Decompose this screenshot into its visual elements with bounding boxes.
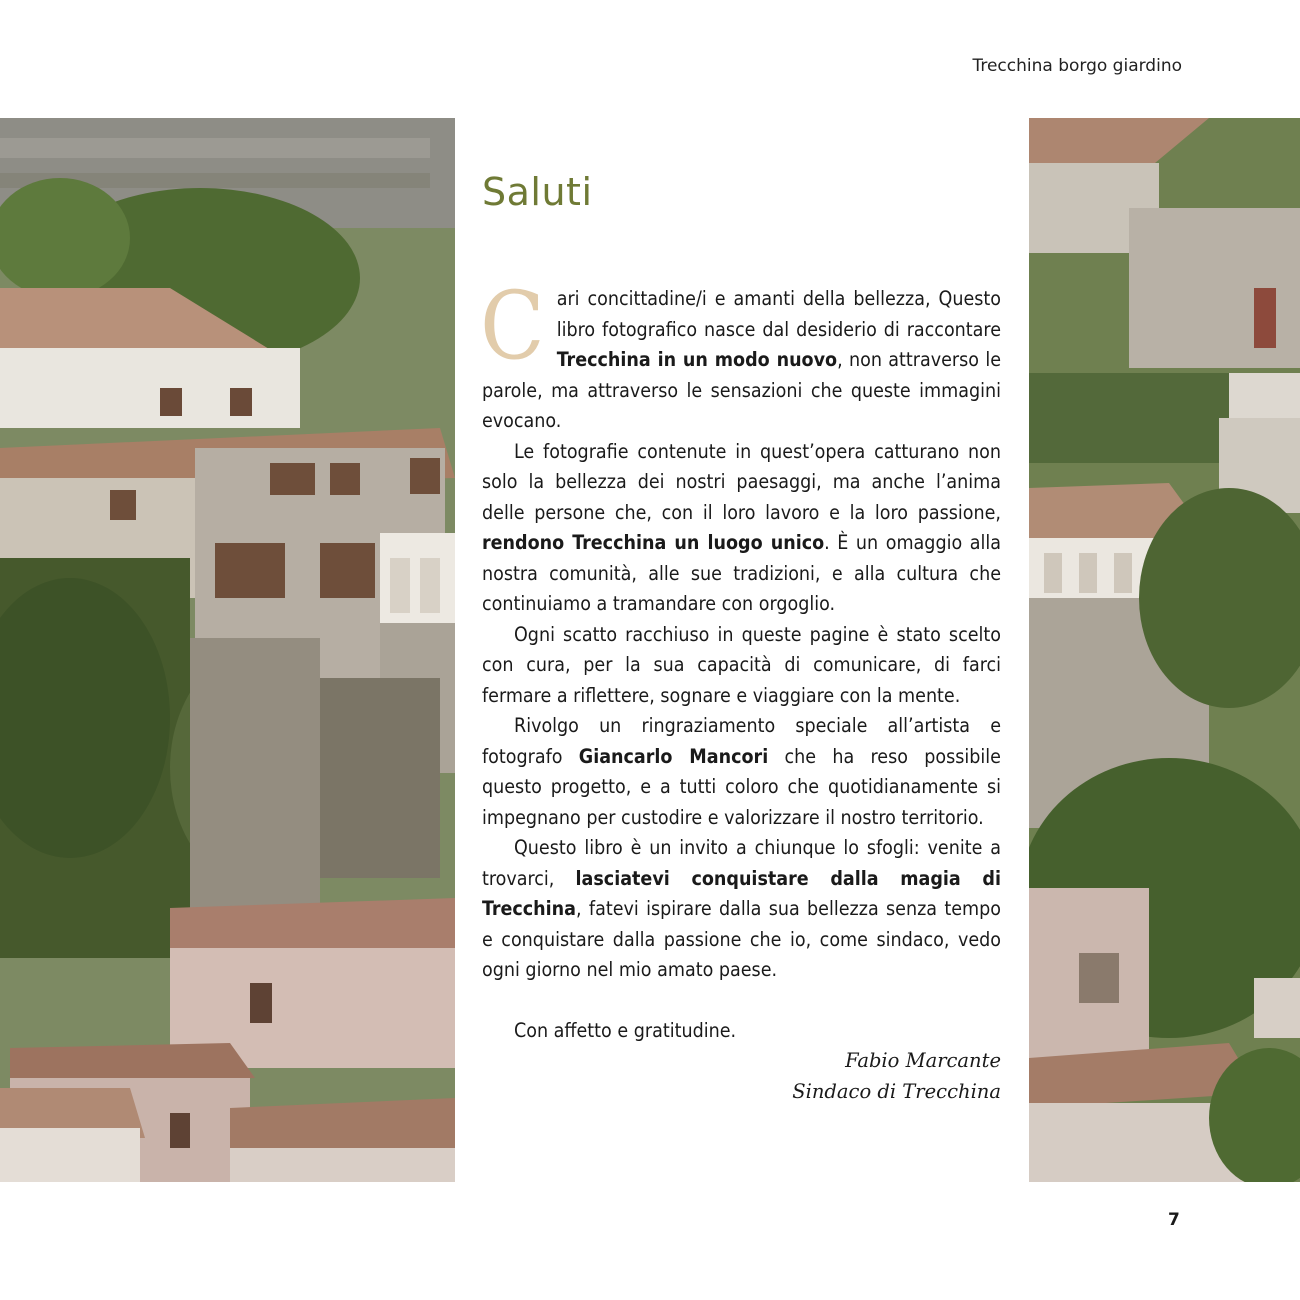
closing-line: Con affetto e gratitudine. — [514, 1018, 737, 1042]
signature-role: Sindaco di Trecchina — [792, 1079, 1001, 1103]
village-photo-left — [0, 118, 455, 1182]
running-header: Trecchina borgo giardino — [972, 56, 1182, 76]
signature-name: Fabio Marcante — [845, 1049, 1001, 1072]
greeting-text-column — [482, 170, 1001, 1107]
paragraph-5: Questo libro è un invito a chiunque lo sfogli: venite a trovarci, lasciatevi conquistare dalla magia di Trecchina, fatevi ispirare dalla sua bellezza senza tempo e conquistare dalla passione che io, come sindaco, vedo ogni giorno nel mio amato paese. — [482, 836, 1001, 981]
paragraph-4: Rivolgo un ringraziamento speciale all’artista e fotografo Giancarlo Mancori che ha reso possibile questo progetto, e a tutti coloro che quotidianamente si impegnano per custodire e valorizzare il nostro territorio. — [482, 714, 1001, 829]
paragraph-1: Cari concittadine/i e amanti della bellezza, Questo libro fotografico nasce dal desiderio di raccontare Trecchina in un modo nuovo, non attraverso le parole, ma attraverso le sensazioni che queste immagini evocano. — [480, 272, 1001, 432]
page-title: Saluti — [482, 170, 593, 214]
letter-body — [480, 272, 1001, 1046]
signature — [482, 1046, 1001, 1107]
drop-cap: C — [480, 272, 545, 381]
village-photo-right — [1029, 118, 1300, 1182]
paragraph-3: Ogni scatto racchiuso in queste pagine è stato scelto con cura, per la sua capacità di comunicare, di farci fermare a riflettere, sognare e viaggiare con la mente. — [482, 622, 1001, 707]
paragraph-2: Le fotografie contenute in quest’opera catturano non solo la bellezza dei nostri paesaggi, ma anche l’anima delle persone che, con il loro lavoro e la loro passione, rendono Trecchina un luogo unico. È un omaggio alla nostra comunità, alle sue tradizioni, e alla cultura che continuiamo a tramandare con orgoglio. — [482, 439, 1001, 615]
page-number: 7 — [1168, 1210, 1180, 1230]
